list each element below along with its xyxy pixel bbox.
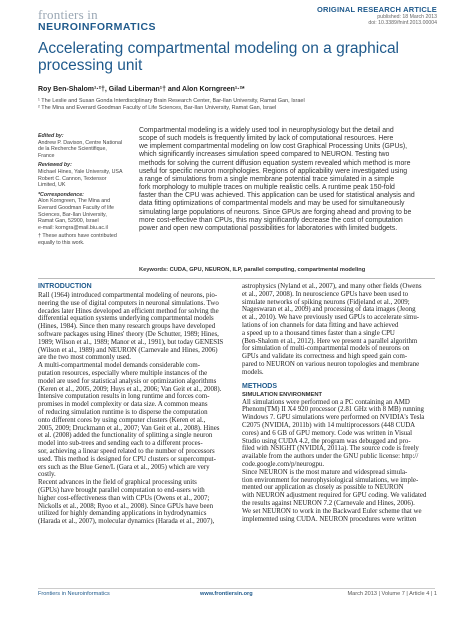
body-line: We set NEURON to work in the Backward Euler scheme that we: [242, 507, 422, 515]
body-column-left: [38, 283, 231, 526]
article-meta: [317, 6, 437, 27]
affiliation-2: ² The Mina and Everard Goodman Faculty of Life Sciences, Bar-Ilan University, Ramat Gan, Israel: [38, 105, 277, 111]
body-line: model into sub-trees and sending each to a different proces-: [38, 440, 203, 448]
body-line: sor, achieving a linear speed related to the number of processors: [38, 447, 215, 455]
body-line: neering the use of digital computers in neuronal simulations. Two: [38, 299, 219, 307]
body-line: of reducing simulation runtime is to disperse the computation: [38, 408, 208, 416]
body-line: A multi-compartmental model demands considerable com-: [38, 362, 201, 370]
body-line: mented our application as closely as possible to NEURON: [242, 484, 404, 492]
body-line: tion environment for neurophysiological simulations, we imple-: [242, 476, 419, 484]
edited-by-line: de la Recherche Scientifique, France: [38, 146, 107, 159]
body-line: Studio using CUDA 4.2, the program was debugged and pro-: [242, 437, 411, 445]
reviewed-by-line: Robert C. Cannon, Textensor: [38, 175, 107, 182]
body-line: implemented using CUDA. NEURON procedures were written: [242, 515, 417, 523]
simulation-environment-heading: SIMULATION ENVIRONMENT: [242, 391, 323, 398]
body-line: 2005, 2009; Druckmann et al., 2007; Van Geit et al., 2008). Hines: [38, 424, 220, 432]
abstract-line: more cost-effective than CPUs, this may significantly decrease the cost of computation: [139, 216, 403, 224]
affiliations: [38, 98, 438, 112]
abstract-line: useful for specific neuron morphologies. Regions of applicability were investigated using: [139, 167, 408, 175]
body-line: (Keren et al., 2005, 2009; Huys et al., 2006; Van Geit et al., 2008).: [38, 385, 222, 393]
page-footer: [0, 590, 474, 602]
abstract-line: faster than the CPU was achieved. This application can be used for statistical analysis and: [139, 192, 415, 200]
abstract-line: Compartmental modeling is a widely used tool in neurophysiology but the detail and: [139, 127, 394, 134]
body-line: pared to NEURON on various neuron topologies and membrane: [242, 360, 420, 368]
body-line: available from the authors under the GNU public license: http://: [242, 453, 419, 461]
body-line: Intensive computation results in long runtime and forces com-: [38, 393, 210, 401]
body-line: filed with NSIGHT (NVIDIA, 2011a). The source code is freely: [242, 445, 419, 453]
body-line: Nickolls et al., 2008; Ryoo et al., 2008). Since GPUs have been: [38, 502, 214, 510]
correspondence-heading: *Correspondence:: [38, 191, 84, 198]
keywords-text: CUDA, GPU, NEURON, ILP, parallel computing, compartmental modeling: [169, 267, 366, 273]
introduction-heading: INTRODUCTION: [38, 283, 92, 290]
body-line: (Hines, 1984). Since then many research groups have developed: [38, 323, 216, 331]
equal-contribution-note: equally to this work.: [38, 239, 85, 246]
edited-by-heading: Edited by:: [38, 133, 64, 139]
correspondence-email[interactable]: e-mail: korngra@mail.biu.ac.il: [38, 224, 108, 231]
doi[interactable]: doi: 10.3389/fninf.2013.00004: [368, 19, 437, 26]
body-line: C2075 (NVIDIA, 2011b) with 14 multiprocessors (448 CUDA: [242, 421, 416, 429]
body-line: putation resources, especially where multiple instances of the: [38, 369, 208, 377]
body-line: Recent advances in the field of graphical processing units: [38, 479, 197, 487]
keywords-label: Keywords:: [139, 267, 169, 273]
body-line: costly.: [38, 471, 56, 479]
code-link[interactable]: code.google.com/p/neurogpu.: [242, 460, 325, 468]
affiliation-1: ¹ The Leslie and Susan Gonda Interdisciplinary Brain Research Center, Bar-Ilan University, Ramat Gan, Israel: [38, 98, 305, 104]
footer-divider: [38, 588, 435, 589]
correspondence-line: Everard Goodman Faculty of life: [38, 204, 114, 211]
equal-contribution-note: † These authors have contributed: [38, 233, 117, 240]
body-line: with NEURON adjustment required for GPU coding. We validated: [242, 492, 427, 500]
body-line: et al. (2008) added the functionality of splitting a single neuron: [38, 432, 213, 440]
body-line: simulate networks of spiking neurons (Fidjeland et al., 2009;: [242, 298, 410, 306]
body-line: GPUs and validate its correctness and high speed gain com-: [242, 353, 408, 361]
footer-journal-name: Frontiers in Neuroinformatics: [38, 591, 110, 597]
body-line: (GPUs) have brought parallel computation to end-users with: [38, 486, 205, 494]
reviewed-by-heading: Reviewed by:: [38, 162, 72, 169]
logo-line1: frontiers in: [38, 7, 98, 22]
page-header: [0, 0, 474, 38]
body-line: onto different cores by using computer clusters (Keren et al.,: [38, 416, 206, 424]
body-column-right: [242, 283, 435, 523]
body-line: (Wilson et al., 1989) and NEURON (Carnevale and Hines, 2006): [38, 346, 218, 354]
body-line: for simulation of multi-compartmental models of neurons on: [242, 345, 410, 353]
body-line: 1989; Wilson et al., 1989; Manor et al., 1991), but today GENESIS: [38, 338, 224, 346]
abstract-line: fork morphology to multiple traces on multiple realistic cells. A runtime peak 150-fold: [139, 184, 395, 192]
footer-website-link[interactable]: www.frontiersin.org: [200, 591, 253, 597]
abstract-line: methods for solving the current diffusion equation system revealed which method is more: [139, 159, 411, 167]
reviewed-by-line: Limited, UK: [38, 182, 66, 189]
body-line: utilized for highly demanding applications in hydrodynamics: [38, 510, 207, 518]
body-line: promises in model complexity or data size. A common means: [38, 401, 208, 409]
body-line: used. This method is designed for CPU clusters or supercomput-: [38, 455, 216, 463]
body-line: are the two most commonly used.: [38, 354, 132, 362]
correspondence-line: Alon Korngreen, The Mina and: [38, 198, 111, 205]
abstract-line: a range of simulations from a single membrane potential trace simulated in a simple: [139, 175, 395, 183]
article-type: ORIGINAL RESEARCH ARTICLE: [316, 5, 437, 14]
abstract-line: power and open new computational possibilities for laboratories with limited budgets.: [139, 224, 398, 232]
edited-by-line: Andrew P. Davison, Centre National: [38, 139, 123, 146]
published-date: published: 18 March 2013: [377, 13, 437, 20]
body-line: Rall (1964) introduced compartmental modeling of neurons, pio-: [38, 292, 218, 299]
body-line: All simulations were performed on a PC containing an AMD: [242, 398, 410, 406]
correspondence-line: Ramat Gan, 52900, Israel: [38, 218, 99, 225]
body-line: ers such as the Blue Gene/L (Gara et al., 2005) which are very: [38, 463, 210, 471]
body-line: et al., 2010). We have previously used GPUs to accelerate simu-: [242, 314, 420, 322]
logo-line2: NEUROINFORMATICS: [38, 21, 157, 33]
body-line: Windows 7. GPU simulations were performed on NVIDIA's Tesla: [242, 414, 425, 422]
abstract-line: we implement compartmental modeling on low cost Graphical Processing Units (GPUs),: [139, 143, 408, 151]
body-line: a speed up to a thousand times faster than a single CPU: [242, 329, 395, 337]
footer-citation: March 2013 | Volume 7 | Article 4 | 1: [347, 591, 437, 597]
section-divider: [38, 278, 435, 279]
body-line: Nageswaran et al., 2009) and processing of data images (Jeong: [242, 306, 416, 314]
correspondence-line: Sciences, Bar-Ilan University,: [38, 211, 107, 218]
abstract-line: which significantly increases simulation speed compared to NEURON. Testing two: [139, 151, 390, 159]
abstract-line: data fitting optimizations of compartmental models and may be used for simultaneously: [139, 200, 405, 208]
abstract-line: simulating large populations of neurons. Since GPUs are forging ahead and proving to be: [139, 208, 412, 216]
body-line: model are used for statistical analysis or optimization algorithms: [38, 377, 217, 385]
body-line: et al., 2007, 2008). In neuroscience GPUs have been used to: [242, 290, 409, 298]
author-list: Roy Ben-Shalom¹·²†, Gilad Liberman¹† and Alon Korngreen¹·²*: [38, 86, 245, 93]
reviewed-by-line: Michael Hines, Yale University, USA: [38, 168, 123, 175]
editorial-sidebar: [38, 130, 124, 247]
body-line: (Ben-Shalom et al., 2012). Here we present a parallel algorithm: [242, 337, 418, 345]
body-line: (Harada et al., 2007), molecular dynamics (Harada et al., 2007),: [38, 518, 215, 526]
body-line: differential equation systems underlying compartmental models: [38, 315, 214, 323]
methods-heading: METHODS: [242, 382, 277, 390]
keywords: [139, 267, 365, 273]
body-line: Phenom(TM) II X4 920 processor (2.81 GHz with 8 MB) running: [242, 406, 425, 414]
body-line: cores) and 6 GB of GPU memory. Code was written in Visual: [242, 429, 413, 437]
body-line: higher cost-effectiveness than with CPUs (Owens et al., 2007;: [38, 494, 210, 502]
body-line: models.: [242, 368, 264, 376]
body-line: software packages using Hines' theory (De Schutter, 1989; Hines,: [38, 330, 219, 338]
body-line: decades later Hines developed an efficient method for solving the: [38, 307, 219, 315]
body-line: Since NEURON is the most mature and widespread simula-: [242, 468, 408, 476]
abstract: [139, 127, 435, 233]
article-title: Accelerating compartmental modeling on a graphical processing unit: [38, 40, 400, 74]
body-line: astrophysics (Nyland et al., 2007), and many other fields (Owens: [242, 283, 422, 290]
abstract-line: scope of such models is frequently limited by lack of computational resources. Here: [139, 135, 394, 143]
body-line: lations of ion channels for data fitting and have achieved: [242, 321, 399, 329]
journal-logo: [38, 8, 156, 33]
body-line: the results against NEURON 7.2 (Carnevale and Hines, 2006).: [242, 499, 415, 507]
